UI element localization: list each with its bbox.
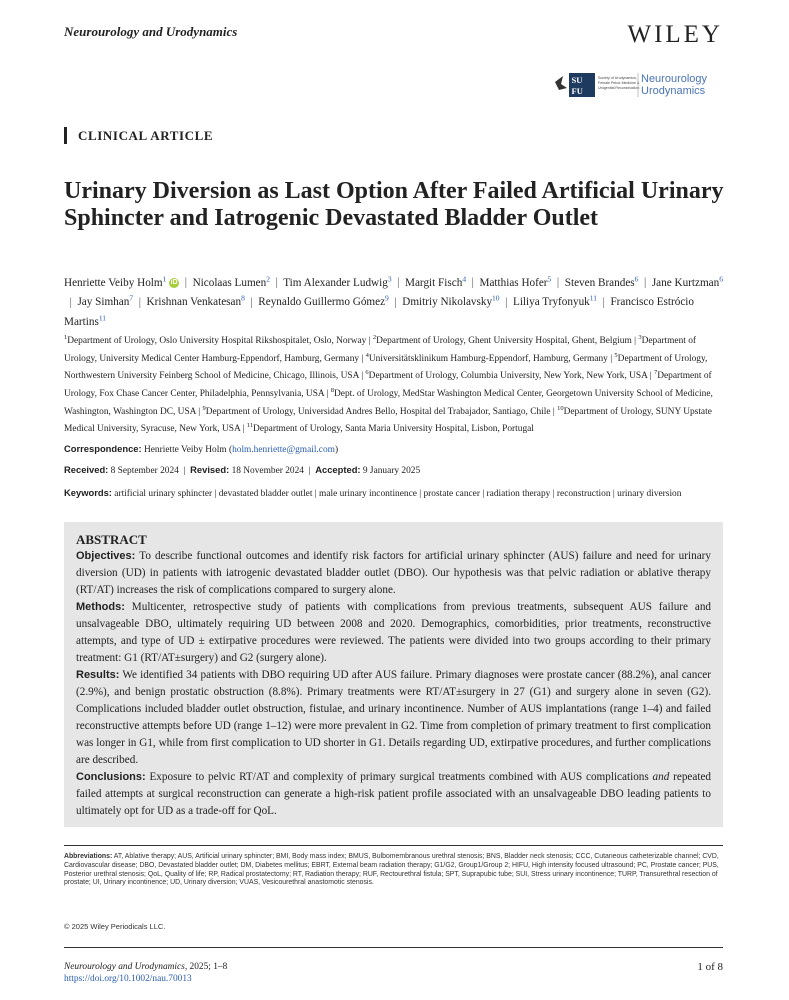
abstract-methods: [76, 599, 711, 667]
abbreviations-label: Abbreviations:: [64, 853, 113, 860]
keyword-separator: |: [479, 489, 487, 499]
svg-text:Urogenital Reconstruction: Urogenital Reconstruction: [598, 86, 640, 90]
affiliation-text: Department of Urology, Santa Maria University Hospital, Lisbon, Portugal: [253, 424, 534, 435]
keyword-separator: |: [312, 489, 320, 499]
affiliation-text: Department of Urology, Oslo University Hospital Rikshospitalet, Oslo, Norway: [67, 336, 367, 347]
affiliation-number: 2: [372, 334, 377, 341]
keywords-label: Keywords:: [64, 487, 112, 498]
received-date: 8 September 2024: [110, 466, 179, 476]
affiliation-separator: |: [647, 371, 654, 382]
abbreviations: [64, 853, 724, 888]
keyword: radiation therapy: [486, 489, 551, 499]
correspondence-name: Henriette Veiby Holm: [143, 445, 227, 455]
publisher-logo: WILEY: [627, 21, 723, 48]
author-affiliation-mark[interactable]: 6: [719, 274, 723, 283]
author-affiliation-mark[interactable]: 10: [492, 293, 500, 303]
affiliation-text: Department of Urology, University Medical Center Hamburg-Eppendorf, Hamburg, Germany: [64, 336, 697, 364]
author-name: Steven Brandes: [564, 276, 635, 289]
sufu-logo-icon: [553, 70, 723, 100]
affiliation-separator: |: [359, 353, 366, 364]
affiliation: [373, 336, 632, 346]
abstract-results: [76, 667, 711, 769]
affiliation-separator: |: [366, 336, 373, 347]
author: [77, 293, 134, 309]
author-name: Jane Kurtzman: [651, 276, 720, 289]
author-name: Henriette Veiby Holm: [64, 276, 163, 289]
received-label: Received:: [64, 464, 109, 475]
page-number: 1 of 8: [697, 961, 723, 973]
author: [512, 293, 597, 309]
author-separator: |: [391, 276, 406, 289]
conclusions-and: and: [652, 771, 670, 783]
journal-name: Neurourology and Urodynamics: [64, 24, 238, 39]
author-affiliation-mark[interactable]: 11: [98, 313, 107, 323]
results-text: We identified 34 patients with DBO requiring UD after AUS failure. Primary diagnoses were prostate cancer (88.2%), anal cancer (2.9%), and benign prostatic obstruction (8.8%). Primary treatments were RT/AT±surgery in 27 (G1) and surgery alone in seven (G2). Complications included bladder outlet obstruction, fistulae, and urinary incontinence. Number of AUS implantations (range 1–4) and failed reconstructive attempts before UD (range 1–12) were more prevalent in G2. Time from completion of primary treatment to first complication was longer in G1, while from first complication to UD shorter in G1. Details regarding UD, extirpative procedures, and further complications are described.: [76, 669, 711, 766]
author: [64, 274, 179, 289]
abstract-box: [64, 522, 723, 827]
correspondence: Correspondence: Henriette Veiby Holm (holm.henriette@gmail.com): [64, 443, 339, 455]
affiliation-number: 3: [638, 334, 642, 341]
society-logos: [553, 70, 723, 100]
keyword: reconstruction: [556, 489, 611, 499]
keyword-separator: |: [416, 489, 424, 499]
author: [283, 274, 392, 289]
author-list: [64, 271, 724, 330]
keyword: devastated bladder outlet: [218, 489, 313, 499]
footer-journal-name: Neurourology and Urodynamics,: [64, 962, 188, 972]
affiliation-number: 7: [653, 369, 658, 377]
author-name: Reynaldo Guillermo Gómez: [258, 296, 386, 309]
affiliation-text: Dept. of Urology, MedStar Washington Medical Center, Georgetown University School of Medicine, Washington, Washington DC, USA: [64, 389, 713, 417]
affiliation: [365, 351, 608, 364]
author-separator: |: [597, 296, 611, 309]
author-separator: |: [64, 296, 78, 309]
author-name: Dmitriy Nikolavsky: [402, 296, 493, 309]
keywords: [64, 486, 729, 501]
author-separator: |: [179, 276, 193, 289]
footer-volume: 2025; 1–8: [189, 962, 228, 972]
abstract-conclusions: [76, 769, 711, 820]
author-name: Krishnan Venkatesan: [146, 296, 242, 309]
keyword-separator: |: [550, 489, 557, 499]
affiliation: [64, 336, 366, 346]
keyword: artificial urinary sphincter: [114, 489, 213, 499]
orcid-icon[interactable]: iD: [170, 279, 178, 287]
journal-logo-text-2: Urodynamics: [641, 85, 706, 97]
svg-text:Society of Urodynamics,: Society of Urodynamics,: [598, 76, 637, 80]
revised-date: 18 November 2024: [231, 466, 304, 476]
author: [651, 274, 723, 289]
abbreviations-text: AT, Ablative therapy; AUS, Artificial urinary sphincter; BMI, Body mass index; BMUS, Bulbomembranous urethral stenosis; BNS, Bladder neck stenosis; CCC, Cutaneous catheterizable channel; CVD, Cardiovascular disease; DBO, Devastated bladder outlet; DM, Diabetes mellitus; EBRT, External beam radiation therapy; G1/G2, Group1/Group 2; HIFU, High intensity focused ultrasound; PC, Prostate cancer; PUS, Posterior urethral stenosis; QoL, Quality of life; RP, Radical prostatectomy; RT, Radiation therapy; RUF, Rectourethral fistula; SPT, Suprapubic tube; SUI, Stress urinary incontinence; TURP, Transurethral resection of prostate; UI, Urinary incontinence; UD, Urinary diversion; VUAS, Vesicourethral anastomotic stenosis.: [64, 853, 719, 887]
author-affiliation-mark[interactable]: 9: [385, 293, 389, 303]
author-separator: |: [133, 296, 147, 309]
author-affiliation-mark[interactable]: 8: [241, 293, 245, 303]
author-separator: |: [466, 276, 480, 289]
abstract-heading: ABSTRACT: [76, 532, 147, 547]
author-affiliation-mark[interactable]: 7: [129, 293, 134, 303]
author-affiliation-mark[interactable]: 2: [266, 274, 270, 283]
affiliation-number: 5: [614, 351, 618, 359]
author: [402, 293, 500, 309]
footer-citation: [64, 962, 227, 972]
affiliation-separator: |: [607, 353, 615, 364]
keyword: male urinary incontinence: [319, 489, 417, 499]
affiliation-number: 11: [246, 422, 254, 430]
affiliation: [202, 404, 551, 417]
methods-label: Methods:: [76, 601, 125, 613]
divider: [64, 845, 723, 846]
author: [258, 293, 389, 309]
affiliation-number: 9: [202, 404, 206, 412]
affiliation-number: 4: [365, 351, 369, 359]
affiliation-text: Department of Urology, Northwestern University Feinberg School of Medicine, Chicago, Illinois, USA: [64, 353, 708, 382]
author-affiliation-mark[interactable]: 5: [547, 274, 552, 283]
author-affiliation-mark[interactable]: 6: [634, 274, 639, 283]
revised-label: Revised:: [190, 464, 230, 475]
affiliations: [64, 331, 729, 437]
affiliation-separator: |: [240, 424, 247, 435]
author-separator: |: [388, 296, 403, 309]
methods-text: Multicenter, retrospective study of patients with complications from previous treatments, subsequent AUS failure and unsalvageable DBO, ultimately requiring UD between 2008 and 2020. Demographics, comorbidities, prior treatments, reconstructive attempts, and type of UD ± extirpative procedures were reviewed. The patients were divided into two groups according to their primary treatment: G1 (RT/AT±surgery) and G2 (surgery alone).: [76, 601, 712, 664]
affiliation-number: 6: [365, 369, 369, 377]
svg-text:FU: FU: [571, 86, 583, 96]
conclusions-label: Conclusions:: [76, 771, 146, 783]
affiliation-text: Department of Urology, Fox Chase Cancer Center, Philadelphia, Pennsylvania, USA: [64, 371, 712, 399]
objectives-label: Objectives:: [76, 550, 136, 562]
article-dates: Received: 8 September 2024 | Revised: 18 November 2024 | Accepted: 9 January 2025: [64, 464, 421, 476]
svg-text:Female Pelvic Medicine &: Female Pelvic Medicine &: [598, 81, 640, 85]
keyword-separator: |: [212, 489, 219, 499]
author-affiliation-mark[interactable]: 1: [162, 274, 167, 283]
correspondence-label: Correspondence:: [64, 443, 142, 454]
affiliation-text: Department of Urology, Ghent University Hospital, Ghent, Belgium: [376, 336, 632, 347]
keyword: urinary diversion: [617, 489, 682, 499]
journal-logo-text-1: Neurourology: [641, 73, 708, 85]
results-label: Results:: [76, 669, 120, 681]
author-separator: |: [638, 276, 652, 289]
author-separator: |: [244, 296, 259, 309]
author-affiliation-mark[interactable]: 4: [462, 274, 467, 283]
affiliation-separator: |: [195, 406, 203, 417]
doi-link[interactable]: https://doi.org/10.1002/nau.70013: [64, 974, 192, 984]
keyword-separator: |: [610, 489, 618, 499]
author-name: Francisco Estrócio Martins: [64, 296, 695, 329]
affiliation-text: Department of Urology, SUNY Upstate Medical University, Syracuse, New York, USA: [64, 406, 712, 435]
affiliation-separator: |: [358, 371, 366, 382]
author-separator: |: [551, 276, 565, 289]
author-affiliation-mark[interactable]: 11: [589, 293, 597, 303]
author: [146, 293, 245, 309]
affiliation-separator: |: [324, 389, 331, 399]
author-name: Nicolaas Lumen: [192, 276, 267, 289]
author-name: Liliya Tryfonyuk: [512, 296, 590, 309]
affiliation-text: Department of Urology, Universidad Andres Bello, Hospital del Trabajador, Santiago, Chile: [205, 406, 551, 417]
accepted-date: 9 January 2025: [362, 466, 421, 476]
conclusions-text-a: Exposure to pelvic RT/AT and complexity of primary surgical treatments combined with AUS complications: [149, 771, 649, 783]
conclusions-text-b: repeated failed attempts at surgical reconstruction can generate a high-risk patient profile associated with an unsalvageable DBO leading patients to ultimately opt for UD as a trade-off for QoL.: [76, 771, 712, 817]
affiliation-text: Department of Urology, Columbia University, New York, New York, USA: [368, 371, 648, 382]
sufu-logo-text: SU: [571, 75, 583, 85]
author-name: Tim Alexander Ludwig: [283, 276, 388, 289]
section-label: CLINICAL ARTICLE: [64, 127, 213, 144]
affiliation: [365, 371, 647, 381]
affiliation-number: 1: [64, 334, 68, 341]
author-name: Margit Fisch: [405, 276, 463, 289]
affiliation: [247, 424, 534, 434]
accepted-label: Accepted:: [315, 464, 361, 475]
author-name: Matthias Hofer: [479, 276, 548, 289]
author-affiliation-mark[interactable]: 3: [387, 274, 392, 283]
author: [564, 274, 639, 289]
author-name: Jay Simhan: [77, 296, 130, 309]
correspondence-email-link[interactable]: holm.henriette@gmail.com: [232, 445, 335, 455]
abstract-objectives: [76, 548, 711, 599]
article-title: Urinary Diversion as Last Option After Failed Artificial Urinary Sphincter and Iatrogenic Devastated Bladder Outlet: [64, 178, 724, 231]
author: [479, 274, 552, 289]
affiliation-number: 8: [330, 386, 335, 394]
copyright: © 2025 Wiley Periodicals LLC.: [64, 922, 166, 931]
affiliation-separator: |: [550, 406, 558, 417]
author-separator: |: [499, 296, 513, 309]
affiliation-text: Universitätsklinikum Hamburg-Eppendorf, Hamburg, Germany: [368, 353, 608, 364]
divider: [64, 947, 723, 948]
affiliation-separator: |: [631, 336, 639, 347]
author-separator: |: [269, 276, 284, 289]
author: [192, 274, 270, 289]
objectives-text: To describe functional outcomes and identify risk factors for artificial urinary sphincter (AUS) failure and need for urinary diversion (UD) in patients with iatrogenic devastated bladder outlet (DBO). Our hypothesis was that pelvic radiation or ablative therapy (RT/AT) increases the risk of complications compared to surgery alone.: [76, 550, 711, 596]
author: [405, 274, 467, 289]
keyword: prostate cancer: [423, 489, 480, 499]
keywords-list: [114, 489, 681, 499]
affiliation-number: 10: [557, 404, 564, 412]
